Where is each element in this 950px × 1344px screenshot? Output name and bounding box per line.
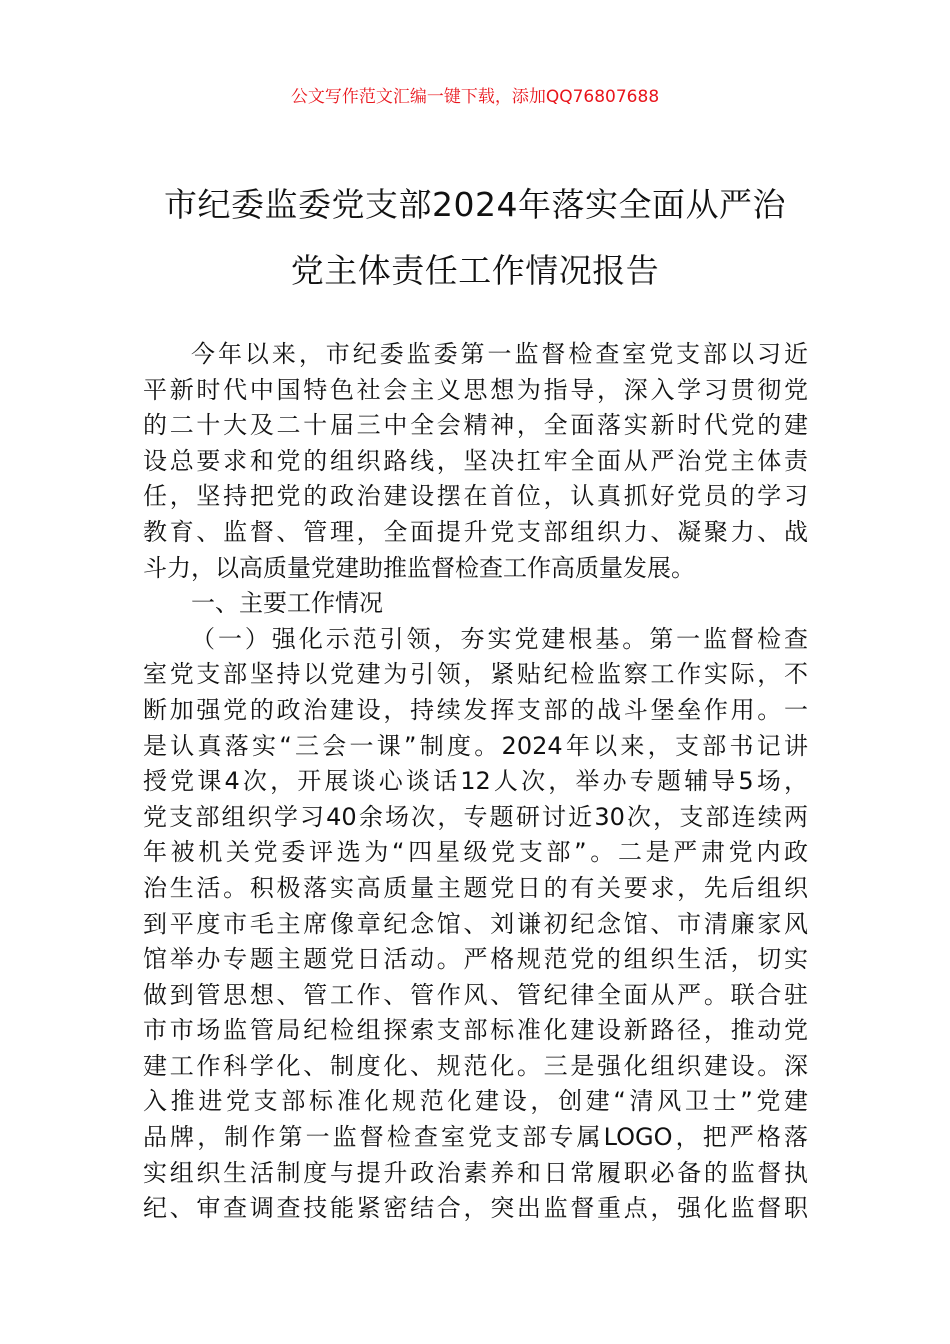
- paragraph-line: 党支部组织学习40余场次，专题研讨近30次，支部连续两: [143, 802, 808, 831]
- paragraph-line: 教育、监督、管理，全面提升党支部组织力、凝聚力、战: [143, 517, 808, 546]
- paragraph-line: （一）强化示范引领，夯实党建根基。第一监督检查: [191, 624, 808, 653]
- paragraph-line: 入推进党支部标准化规范化建设，创建“清风卫士”党建: [143, 1087, 808, 1116]
- paragraph-line: 市市场监管局纪检组探索支部标准化建设新路径，推动党: [143, 1016, 808, 1045]
- document-body: [143, 337, 808, 1227]
- section-heading: 一、主要工作情况: [191, 589, 383, 618]
- paragraph-line: 到平度市毛主席像章纪念馆、刘谦初纪念馆、市清廉家风: [143, 909, 808, 938]
- document-title: [100, 172, 850, 304]
- paragraph-line: 任，坚持把党的政治建设摆在首位，认真抓好党员的学习: [143, 482, 808, 511]
- paragraph-line: 平新时代中国特色社会主义思想为指导，深入学习贯彻党: [143, 375, 808, 404]
- paragraph-line: 建工作科学化、制度化、规范化。三是强化组织建设。深: [143, 1051, 808, 1080]
- paragraph-line: 室党支部坚持以党建为引领，紧贴纪检监察工作实际，不: [143, 660, 808, 689]
- title-line: 市纪委监委党支部2024年落实全面从严治: [164, 185, 786, 224]
- title-line: 党主体责任工作情况报告: [290, 251, 660, 290]
- paragraph-line: 实组织生活制度与提升政治素养和日常履职必备的监督执: [143, 1158, 808, 1187]
- paragraph-line: 纪、审查调查技能紧密结合，突出监督重点，强化监督职: [143, 1194, 808, 1223]
- paragraph-line: 今年以来，市纪委监委第一监督检查室党支部以习近: [191, 340, 808, 368]
- paragraph-line: 馆举办专题主题党日活动。严格规范党的组织生活，切实: [143, 945, 808, 974]
- paragraph-line: 是认真落实“三会一课”制度。2024年以来，支部书记讲: [143, 731, 808, 760]
- download-notice: 公文写作范文汇编一键下载，添加QQ76807688: [290, 87, 660, 107]
- paragraph-line: 授党课4次，开展谈心谈话12人次，举办专题辅导5场，: [143, 767, 808, 796]
- paragraph-line: 年被机关党委评选为“四星级党支部”。二是严肃党内政: [143, 838, 808, 867]
- paragraph-line: 做到管思想、管工作、管作风、管纪律全面从严。联合驻: [143, 980, 808, 1009]
- paragraph-line: 治生活。积极落实高质量主题党日的有关要求，先后组织: [143, 873, 808, 902]
- paragraph-line: 设总要求和党的组织路线，坚决扛牢全面从严治党主体责: [143, 446, 808, 475]
- paragraph-line: 斗力，以高质量党建助推监督检查工作高质量发展。: [143, 553, 695, 582]
- paragraph-line: 断加强党的政治建设，持续发挥支部的战斗堡垒作用。一: [143, 695, 808, 724]
- paragraph-line: 的二十大及二十届三中全会精神，全面落实新时代党的建: [143, 411, 808, 440]
- paragraph-line: 品牌，制作第一监督检查室党支部专属LOGO，把严格落: [143, 1123, 808, 1152]
